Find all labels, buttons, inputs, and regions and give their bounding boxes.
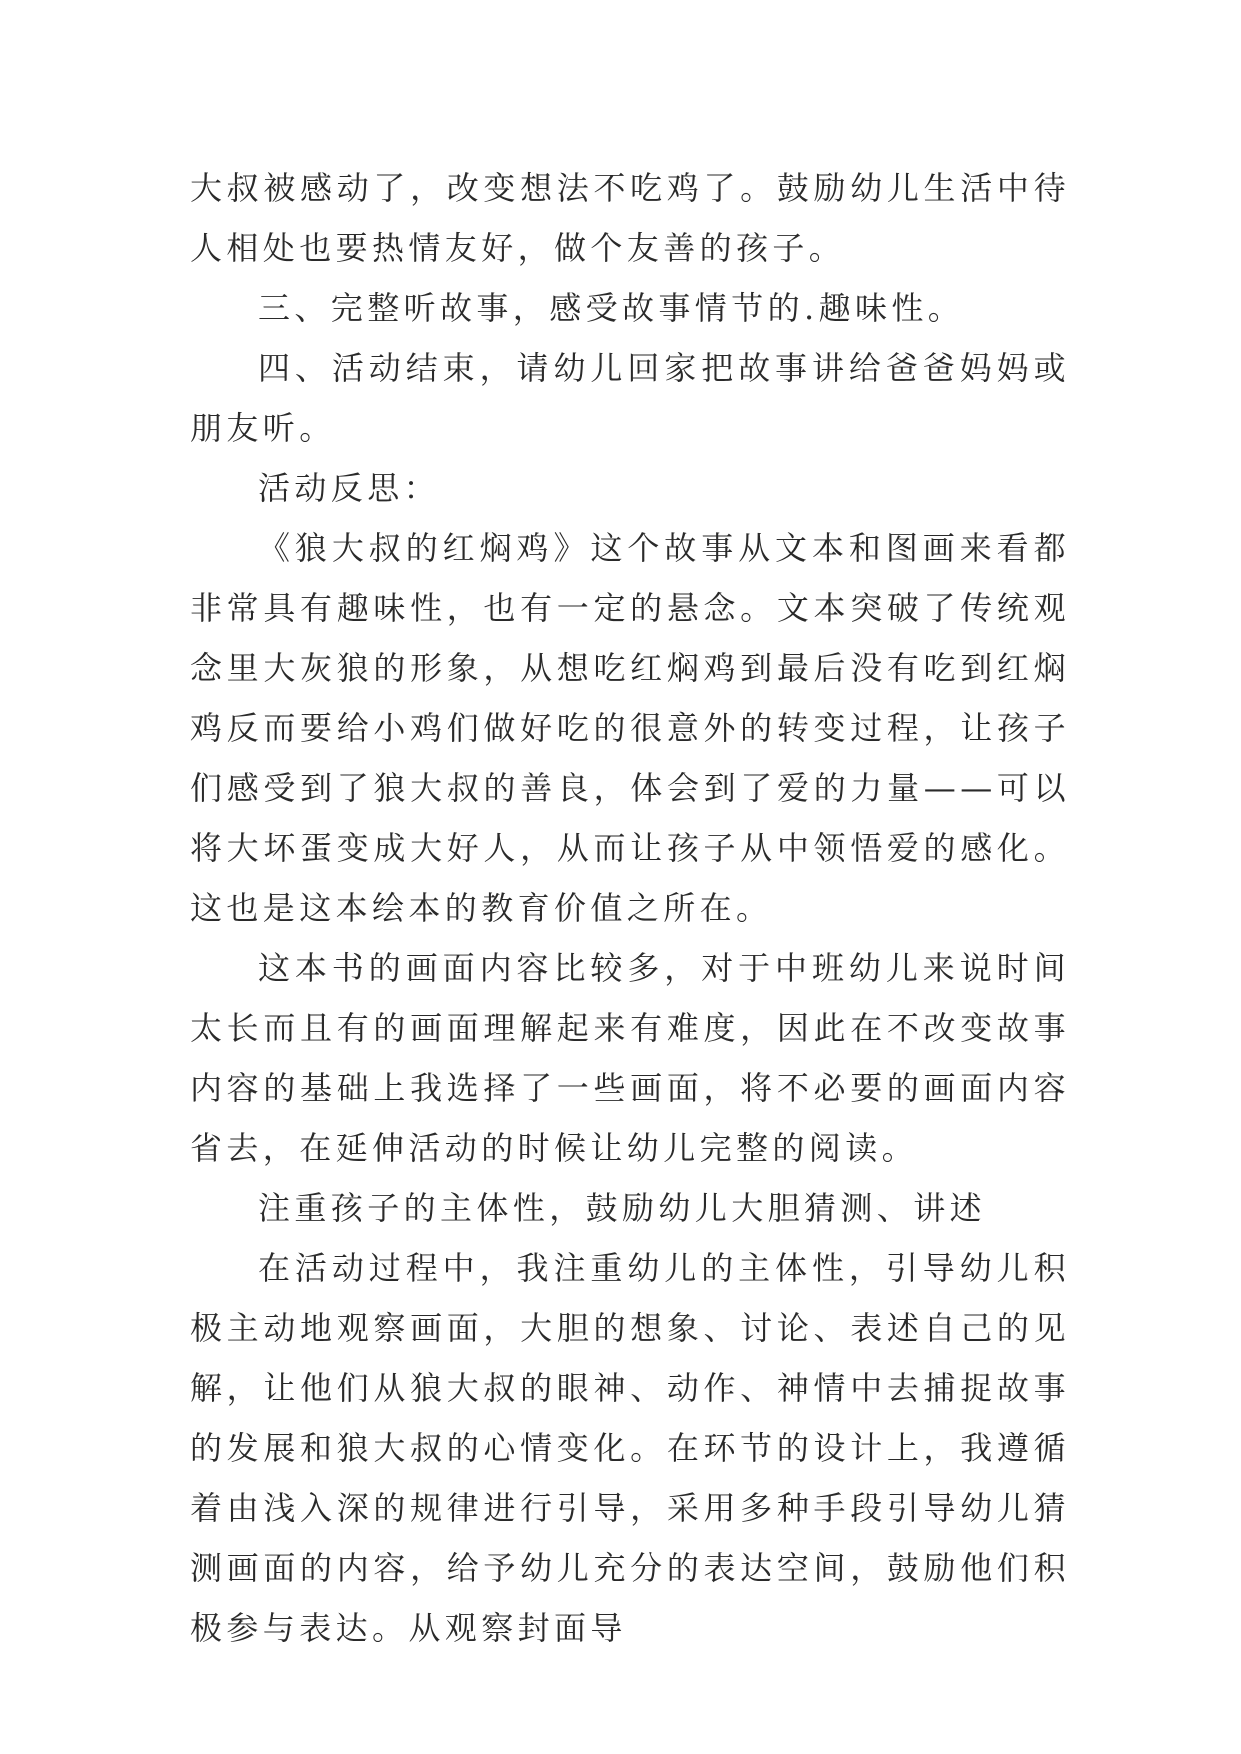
section-heading-reflection: 活动反思：	[258, 469, 441, 507]
paragraph-continuation: 大叔被感动了，改变想法不吃鸡了。鼓励幼儿生活中待人相处也要热情友好，做个友善的孩子。	[190, 169, 1070, 267]
paragraph-subheading-subjectivity: 注重孩子的主体性，鼓励幼儿大胆猜测、讲述	[258, 1189, 987, 1227]
paragraph-reflection-pictures: 这本书的画面内容比较多，对于中班幼儿来说时间太长而且有的画面理解起来有难度，因此在不改变故事内容的基础上我选择了一些画面，将不必要的画面内容省去，在延伸活动的时候让幼儿完整的阅读。	[190, 949, 1070, 1167]
paragraph-step-three: 三、完整听故事，感受故事情节的.趣味性。	[258, 289, 965, 327]
paragraph-step-four: 四、活动结束，请幼儿回家把故事讲给爸爸妈妈或朋友听。	[190, 349, 1070, 447]
body-text	[190, 158, 1070, 1658]
paragraph-reflection-story: 《狼大叔的红焖鸡》这个故事从文本和图画来看都非常具有趣味性，也有一定的悬念。文本突破了传统观念里大灰狼的形象，从想吃红焖鸡到最后没有吃到红焖鸡反而要给小鸡们做好吃的很意外的转变过程，让孩子们感受到了狼大叔的善良，体会到了爱的力量——可以将大坏蛋变成大好人，从而让孩子从中领悟爱的感化。这也是这本绘本的教育价值之所在。	[190, 529, 1070, 927]
paragraph-reflection-process: 在活动过程中，我注重幼儿的主体性，引导幼儿积极主动地观察画面，大胆的想象、讨论、表述自己的见解，让他们从狼大叔的眼神、动作、神情中去捕捉故事的发展和狼大叔的心情变化。在环节的设计上，我遵循着由浅入深的规律进行引导，采用多种手段引导幼儿猜测画面的内容，给予幼儿充分的表达空间，鼓励他们积极参与表达。从观察封面导	[190, 1249, 1070, 1647]
